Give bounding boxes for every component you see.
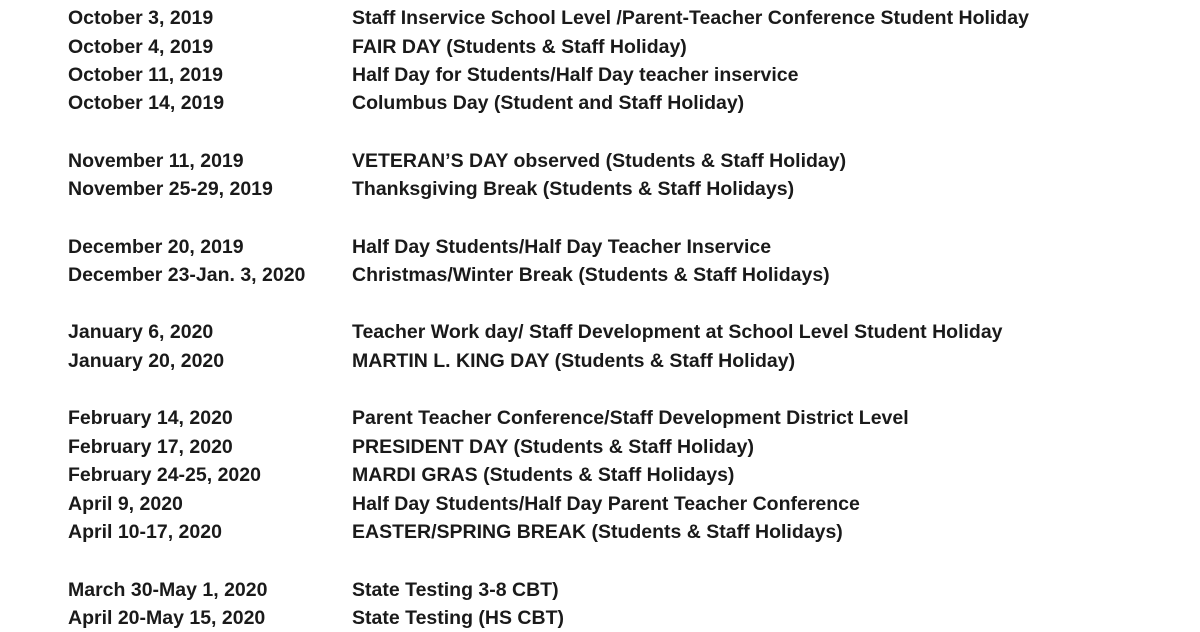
calendar-entry — [0, 490, 1200, 518]
entry-date: April 10-17, 2020 — [68, 521, 222, 543]
calendar-entry — [0, 461, 1200, 489]
entry-event: MARDI GRAS (Students & Staff Holidays) — [352, 464, 735, 486]
calendar-entry — [0, 147, 1200, 175]
entry-date: October 4, 2019 — [68, 36, 214, 58]
calendar-entry — [0, 518, 1200, 546]
entry-event: Staff Inservice School Level /Parent-Teacher Conference Student Holiday — [352, 7, 1029, 29]
entry-date: February 17, 2020 — [68, 436, 233, 458]
entry-event: State Testing (HS CBT) — [352, 607, 564, 629]
entry-date: March 30-May 1, 2020 — [68, 579, 268, 601]
entry-date: November 25-29, 2019 — [68, 178, 273, 200]
entry-date: October 11, 2019 — [68, 64, 224, 86]
calendar-entry — [0, 433, 1200, 461]
calendar-entry — [0, 318, 1200, 346]
calendar-entry — [0, 4, 1200, 32]
entry-event: Christmas/Winter Break (Students & Staff Holidays) — [352, 264, 830, 286]
entry-event: Parent Teacher Conference/Staff Development District Level — [352, 407, 909, 429]
entry-date: April 20-May 15, 2020 — [68, 607, 266, 629]
calendar-entry — [0, 89, 1200, 117]
calendar-entry — [0, 175, 1200, 203]
entry-event: EASTER/SPRING BREAK (Students & Staff Holidays) — [352, 521, 843, 543]
entry-date: January 20, 2020 — [68, 350, 225, 372]
entry-event: Thanksgiving Break (Students & Staff Holidays) — [352, 178, 795, 200]
calendar-entry — [0, 233, 1200, 261]
entry-event: Half Day Students/Half Day Parent Teacher Conference — [352, 493, 860, 515]
entry-event: PRESIDENT DAY (Students & Staff Holiday) — [352, 436, 754, 458]
calendar-entry — [0, 61, 1200, 89]
entry-date: October 14, 2019 — [68, 92, 225, 114]
entry-date: February 24-25, 2020 — [68, 464, 261, 486]
entry-date: October 3, 2019 — [68, 7, 214, 29]
entry-event: Half Day for Students/Half Day teacher inservice — [352, 64, 799, 86]
calendar-entry — [0, 576, 1200, 604]
entry-event: FAIR DAY (Students & Staff Holiday) — [352, 36, 687, 58]
entry-event: Columbus Day (Student and Staff Holiday) — [352, 92, 745, 114]
entry-event: MARTIN L. KING DAY (Students & Staff Holiday) — [352, 350, 796, 372]
entry-event: Half Day Students/Half Day Teacher Inservice — [352, 236, 772, 258]
entry-date: April 9, 2020 — [68, 493, 183, 515]
entry-event: State Testing 3-8 CBT) — [352, 579, 559, 601]
calendar-entry — [0, 347, 1200, 375]
calendar-entry — [0, 261, 1200, 289]
entry-date: January 6, 2020 — [68, 321, 214, 343]
calendar-entry — [0, 604, 1200, 632]
entry-event: VETERAN’S DAY observed (Students & Staff Holiday) — [352, 150, 847, 172]
entry-date: December 23-Jan. 3, 2020 — [68, 264, 306, 286]
entry-event: Teacher Work day/ Staff Development at School Level Student Holiday — [352, 321, 1003, 343]
entry-date: February 14, 2020 — [68, 407, 233, 429]
entry-date: November 11, 2019 — [68, 150, 244, 172]
calendar-entry — [0, 33, 1200, 61]
calendar-entry — [0, 404, 1200, 432]
entry-date: December 20, 2019 — [68, 236, 244, 258]
